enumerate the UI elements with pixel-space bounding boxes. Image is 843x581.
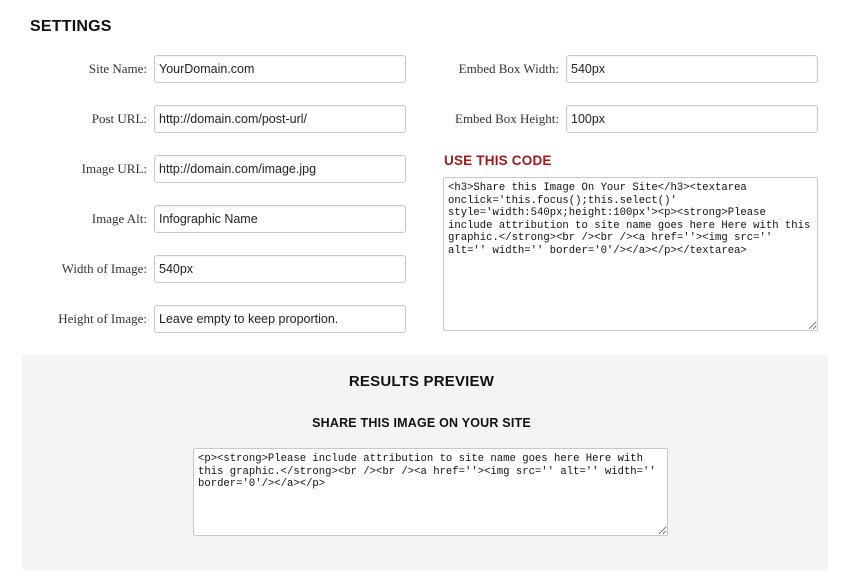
image-width-input[interactable] xyxy=(154,255,406,283)
image-height-label: Height of Image: xyxy=(58,311,147,326)
image-url-label: Image URL: xyxy=(81,161,147,176)
image-height-input[interactable] xyxy=(154,305,406,333)
image-url-input[interactable] xyxy=(154,155,406,183)
embed-box-height-label: Embed Box Height: xyxy=(455,111,559,126)
image-alt-label: Image Alt: xyxy=(91,211,147,226)
site-name-label: Site Name: xyxy=(88,61,147,76)
embed-code-textarea[interactable] xyxy=(443,177,818,331)
results-preview-title: RESULTS PREVIEW xyxy=(348,373,495,390)
site-name-input[interactable] xyxy=(154,55,406,83)
use-this-code-title: USE THIS CODE xyxy=(444,153,552,168)
post-url-input[interactable] xyxy=(154,105,406,133)
image-width-label: Width of Image: xyxy=(61,261,147,276)
preview-code-textarea[interactable] xyxy=(193,448,668,536)
post-url-label: Post URL: xyxy=(91,111,147,126)
image-alt-input[interactable] xyxy=(154,205,406,233)
embed-box-height-input[interactable] xyxy=(566,105,818,133)
settings-title: SETTINGS xyxy=(30,18,112,35)
embed-box-width-label: Embed Box Width: xyxy=(458,61,559,76)
share-image-heading: SHARE THIS IMAGE ON YOUR SITE xyxy=(312,416,531,430)
embed-box-width-input[interactable] xyxy=(566,55,818,83)
